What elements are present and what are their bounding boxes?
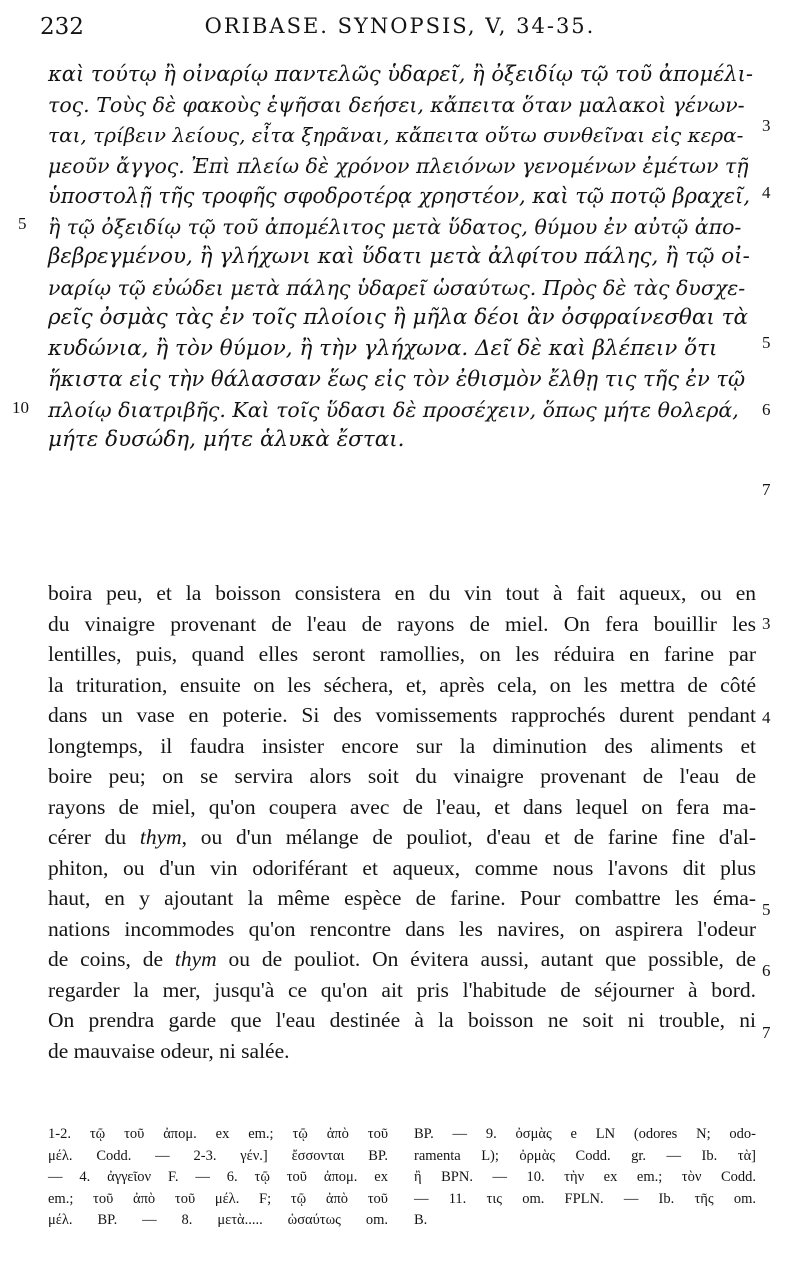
greek-line: πλοίῳ διατριβῆς. Καὶ τοῖς ὕδασι δὲ προσέχειν, ὅπως μήτε θολερά, — [48, 397, 739, 422]
french-line — [48, 944, 756, 975]
running-title: ORIBASE. SYNOPSIS, V, 34-35. — [204, 14, 596, 38]
footnote-line: μέλ. Codd. — 2-3. γέν.] ἔσσονται BP. — [48, 1147, 388, 1164]
french-line: haut, en y ajoutant la même espèce de farine. Pour combattre les éma- — [48, 886, 756, 910]
french-line: la trituration, ensuite on les séchera, et, après cela, on les mettra de côté — [48, 672, 756, 697]
french-line — [48, 822, 756, 853]
paragraph-number: 3 — [762, 614, 771, 633]
french-text: cérer du — [48, 825, 127, 849]
french-line: boire peu; on se servira alors soit du vinaigre provenant de l'eau de — [48, 764, 756, 788]
paragraph-number: 3 — [762, 116, 771, 135]
greek-line: ναρίῳ τῷ εὐώδει μετὰ πάλης ὑδαρεῖ ὡσαύτως. Πρὸς δὲ τὰς δυσχε- — [48, 275, 746, 300]
footnotes-right-column — [414, 1124, 756, 1232]
paragraph-number: 5 — [762, 333, 771, 352]
greek-line: ἢ τῷ ὀξειδίῳ τῷ τοῦ ἀπομέλιτος μετὰ ὕδατος, θύμου ἐν αὐτῷ ἀπο- — [48, 214, 742, 239]
french-text: ou de pouliot. On évitera aussi, autant que possible, de — [228, 947, 757, 971]
french-translation-block — [48, 578, 756, 1066]
paragraph-number: 7 — [762, 480, 771, 499]
greek-line: κυδώνια, ἢ τὸν θύμον, ἢ τὴν γλήχωνα. Δεῖ δὲ καὶ βλέπειν ὅτι — [48, 335, 718, 361]
french-line: longtemps, il faudra insister encore sur la diminution des aliments et — [48, 733, 756, 758]
footnote-line: — 4. ἀγγεῖον F. — 6. τῷ τοῦ ἀπομ. ex — [48, 1169, 388, 1185]
greek-line: τος. Τοὺς δὲ φακοὺς ἑψῆσαι δεήσει, κἄπειτα ὅταν μαλακοὶ γένων- — [48, 92, 745, 117]
french-line: lentilles, puis, quand elles seront ramollies, on les réduira en farine par — [48, 642, 756, 666]
footnote-line: em.; τοῦ ἀπὸ τοῦ μέλ. F; τῷ ἀπὸ τοῦ — [48, 1190, 388, 1207]
french-line: phiton, ou d'un vin odoriférant et aqueux, comme nous l'avons dit plus — [48, 855, 756, 880]
french-line: regarder la mer, jusqu'à ce qu'on ait pris l'habitude de séjourner à bord. — [48, 977, 756, 1002]
french-line: dans un vase en poterie. Si des vomissements rapprochés durent pendant — [48, 703, 756, 727]
paragraph-number: 7 — [762, 1023, 771, 1042]
french-line: rayons de miel, qu'on coupera avec de l'eau, et dans lequel on fera ma- — [48, 794, 756, 819]
paragraph-number: 5 — [762, 900, 771, 919]
greek-line: βεβρεγμένου, ἢ γλήχωνι καὶ ὕδατι μετὰ ἀλφίτου πάλης, ἢ τῷ οἰ- — [48, 244, 750, 269]
footnote-line: ramenta L); ὀρμὰς Codd. gr. — Ib. τὰ] — [414, 1147, 756, 1164]
greek-line: ρεῖς ὀσμὰς τὰς ἐν τοῖς πλοίοις ἢ μῆλα δέοι ἂν ὀσφραίνεσθαι τὰ — [48, 305, 749, 330]
italic-term: thym — [139, 825, 182, 849]
italic-term: thym — [174, 947, 217, 971]
greek-line: ται, τρίβειν λείους, εἶτα ξηρᾶναι, κἄπειτα οὕτω συνθεῖναι εἰς κερα- — [48, 123, 744, 147]
greek-line-number: 10 — [12, 398, 29, 417]
greek-line: μεοῦν ἄγγος. Ἐπὶ πλείω δὲ χρόνον πλειόνων γενομένων ἐμέτων τῇ — [48, 153, 749, 178]
greek-line-number: 5 — [18, 214, 27, 233]
french-line: nations incommodes qu'on rencontre dans les navires, on aspirera l'odeur — [48, 916, 756, 941]
footnote-line: — 11. τις om. FPLN. — Ib. τῆς om. — [414, 1190, 756, 1207]
footnotes-left-column — [48, 1124, 388, 1232]
paragraph-number: 4 — [762, 183, 771, 202]
paragraph-number: 6 — [762, 400, 771, 419]
french-text: , ou d'un mélange de pouliot, d'eau et de farine fine d'al- — [181, 825, 756, 849]
greek-line: ἥκιστα εἰς τὴν θάλασσαν ἕως εἰς τὸν ἐθισμὸν ἔλθῃ τις τῆς ἐν τῷ — [48, 367, 746, 391]
french-line: du vinaigre provenant de l'eau de rayons de miel. On fera bouillir les — [48, 611, 756, 636]
footnote-line: 1-2. τῷ τοῦ ἀπομ. ex em.; τῷ ἀπὸ τοῦ — [48, 1126, 388, 1142]
greek-line: καὶ τούτῳ ἢ οἰναρίῳ παντελῶς ὑδαρεῖ, ἢ ὀξειδίῳ τῷ τοῦ ἀπομέλι- — [48, 62, 754, 86]
page-number: 232 — [40, 14, 84, 40]
footnote-line: BP. — 9. ὀσμὰς e LN (odores N; odo- — [414, 1126, 756, 1142]
footnote-line: ἢ BPN. — 10. τὴν ex em.; τὸν Codd. — [414, 1169, 756, 1185]
running-header — [40, 14, 760, 46]
french-text: de coins, de — [48, 947, 164, 971]
footnote-line: B. — [414, 1212, 428, 1228]
french-line: boira peu, et la boisson consistera en du vin tout à fait aqueux, ou en — [48, 581, 756, 605]
paragraph-number: 4 — [762, 708, 771, 727]
french-line: de mauvaise odeur, ni salée. — [48, 1038, 290, 1063]
greek-line: ὑποστολῇ τῆς τροφῆς σφοδροτέρᾳ χρηστέον, καὶ τῷ ποτῷ βραχεῖ, — [48, 184, 751, 208]
greek-text-block — [48, 59, 753, 456]
french-line: On prendra garde que l'eau destinée à la boisson ne soit ni trouble, ni — [48, 1008, 756, 1032]
paragraph-number: 6 — [762, 961, 771, 980]
greek-line: μήτε δυσώδη, μήτε ἁλυκὰ ἔσται. — [48, 427, 405, 452]
footnote-line: μέλ. BP. — 8. μετὰ..... ὡσαύτως om. — [48, 1212, 388, 1228]
